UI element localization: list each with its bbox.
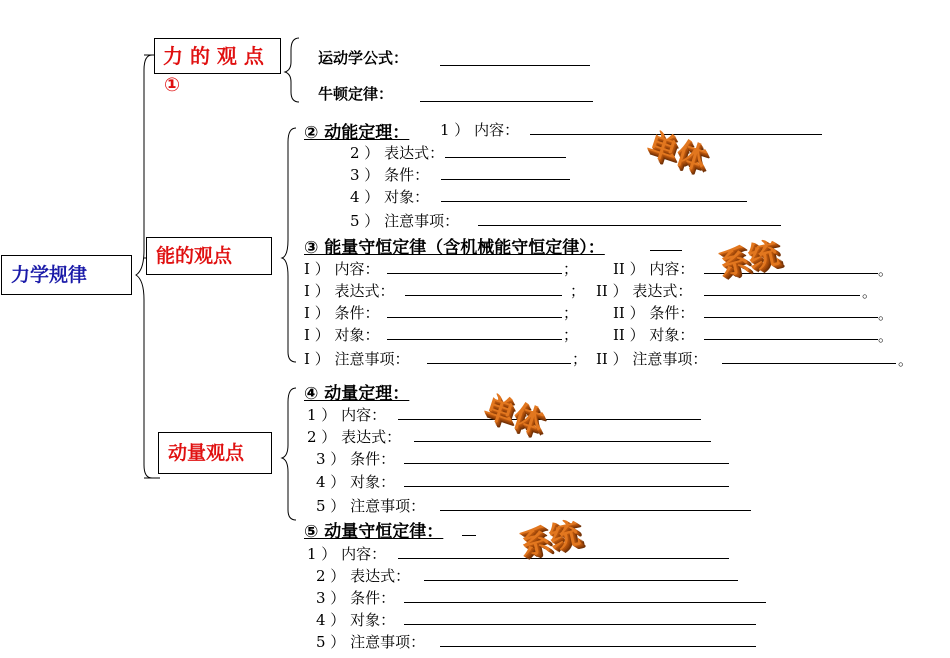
newton-label: 牛顿定律： <box>318 85 394 103</box>
list-item: II ） 对象： <box>613 326 695 344</box>
end-mark: 。 <box>878 327 894 345</box>
end-mark: 。 <box>898 351 914 369</box>
list-item: 3 ） 条件： <box>350 166 430 184</box>
separator: ； <box>563 260 579 278</box>
root-label: 力学规律 <box>11 264 88 286</box>
answer-line <box>441 179 570 180</box>
branch-momentum <box>158 432 272 474</box>
answer-line <box>404 624 756 625</box>
list-item: 2 ） 表达式： <box>307 428 402 446</box>
answer-line <box>398 419 701 420</box>
answer-line <box>404 463 729 464</box>
list-item: II ） 表达式： <box>596 282 693 300</box>
end-mark: 。 <box>878 261 894 279</box>
list-item: 2 ） 表达式： <box>350 144 445 162</box>
answer-line <box>478 225 781 226</box>
answer-line <box>704 295 860 296</box>
list-item: 1 ） 内容： <box>307 406 387 424</box>
title-underline <box>650 250 682 251</box>
kinematics-label: 运动学公式： <box>318 49 409 67</box>
end-mark: 。 <box>878 305 894 323</box>
list-item: I ） 对象： <box>304 326 380 344</box>
wordart-single-1: 单体 <box>642 126 711 179</box>
branch-force-label: 力 的 观 点 <box>163 44 264 68</box>
root-node <box>1 255 132 295</box>
answer-line <box>387 317 562 318</box>
answer-line <box>704 317 878 318</box>
list-item: 1 ） 内容： <box>440 121 520 139</box>
answer-line <box>441 201 747 202</box>
end-mark: 。 <box>862 283 878 301</box>
list-item: 5 ） 注意事项： <box>350 212 460 230</box>
separator: ； <box>570 282 586 300</box>
list-item: 2 ） 表达式： <box>316 567 411 585</box>
list-item: I ） 表达式： <box>304 282 395 300</box>
branch-energy <box>146 237 272 275</box>
branch-force <box>154 38 281 74</box>
list-item: 4 ） 对象： <box>316 611 396 629</box>
section-energy-conservation-title: ③ 能量守恒定律（含机械能守恒定律）： <box>304 238 605 258</box>
section-kinetic-theorem-title: ② 动能定理： <box>304 123 410 143</box>
section-momentum-theorem-title: ④ 动量定理： <box>304 384 410 404</box>
answer-line <box>424 580 738 581</box>
answer-line <box>440 646 756 647</box>
answer-line <box>404 602 766 603</box>
answer-line <box>414 441 711 442</box>
separator: ； <box>572 350 588 368</box>
list-item: 3 ） 条件： <box>316 450 396 468</box>
answer-line <box>405 295 562 296</box>
list-item: 3 ） 条件： <box>316 589 396 607</box>
answer-line <box>387 273 562 274</box>
list-item: II ） 内容： <box>613 260 695 278</box>
separator: ； <box>563 326 579 344</box>
list-item: 5 ） 注意事项： <box>316 497 426 515</box>
answer-line <box>387 339 562 340</box>
section-momentum-conservation-title: ⑤ 动量守恒定律： <box>304 522 444 542</box>
title-underline <box>462 535 476 536</box>
branch-energy-label: 能的观点 <box>156 245 233 267</box>
list-item: II ） 注意事项： <box>596 350 708 368</box>
answer-line <box>420 101 593 102</box>
answer-line <box>704 339 878 340</box>
answer-line <box>398 558 729 559</box>
answer-line <box>445 157 566 158</box>
answer-line <box>722 363 896 364</box>
list-item: 4 ） 对象： <box>350 188 430 206</box>
wordart-single-2: 单体 <box>479 389 548 442</box>
branch-force-mark: ① <box>164 74 181 96</box>
answer-line <box>440 65 590 66</box>
separator: ； <box>563 304 579 322</box>
list-item: I ） 注意事项： <box>304 350 410 368</box>
list-item: II ） 条件： <box>613 304 695 322</box>
wordart-system-2: 系统 <box>516 516 583 563</box>
list-item: 4 ） 对象： <box>316 473 396 491</box>
list-item: I ） 条件： <box>304 304 380 322</box>
answer-line <box>440 510 751 511</box>
list-item: 1 ） 内容： <box>307 545 387 563</box>
answer-line <box>427 363 571 364</box>
list-item: I ） 内容： <box>304 260 380 278</box>
wordart-system-1: 系统 <box>715 236 782 283</box>
list-item: 5 ） 注意事项： <box>316 633 426 651</box>
answer-line <box>404 486 729 487</box>
branch-momentum-label: 动量观点 <box>168 442 245 464</box>
